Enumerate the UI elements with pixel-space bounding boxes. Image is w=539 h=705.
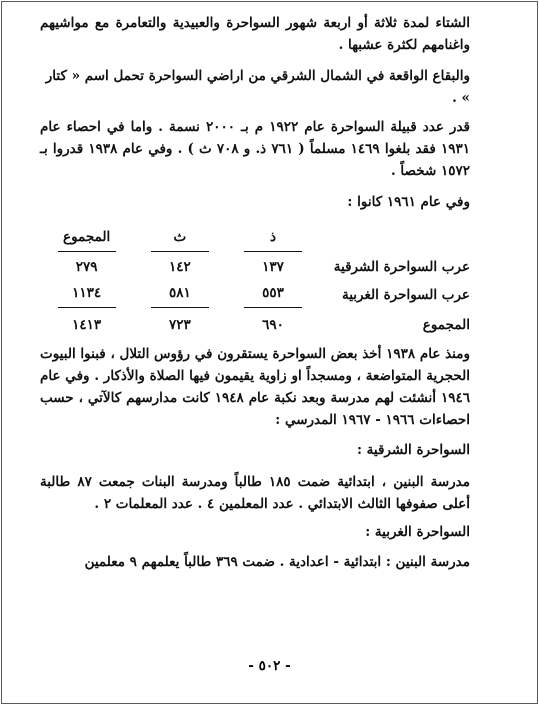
header-male: ذ bbox=[244, 226, 302, 252]
total-female: ٧٢٣ bbox=[168, 317, 191, 333]
paragraph-kattar: والبقاع الواقعة في الشمال الشرقي من اراضي السواحرة تحمل اسم « كتار » . bbox=[45, 68, 470, 106]
west-total: ١١٣٤ bbox=[58, 282, 116, 308]
paragraph-winter-grazing: الشتاء لمدة ثلاثة أو اربعة شهور السواحرة والعبيدية والتعامرة مع مواشيهم واغنامهم لكثرة عشبها . bbox=[40, 15, 470, 53]
east-total: ٢٧٩ bbox=[75, 259, 98, 275]
page-number: - ٥٠٢ - bbox=[248, 658, 291, 674]
row-label-east: عرب السواحرة الشرقية bbox=[333, 259, 470, 275]
paragraph-1961-intro: وفي عام ١٩٦١ كانوا : bbox=[347, 194, 470, 210]
paragraph-settlement-schools: ومنذ عام ١٩٣٨ أخذ بعض السواحرة يستقرون في رؤوس التلال ، فبنوا البيوت الحجرية المتواضعة ، ومسجداً او زاوية يقيمون فيها الصلاة والأذكار . وفي عام ١٩٤٦ أنشئت لهم مدرسة وبعد نكبة عام ١٩٤٨ كانت مدارسهم كالآتي ، حسب احصاءات ١٩٦٦ - ١٩٦٧ المدرسي : bbox=[40, 346, 471, 428]
east-male: ١٣٧ bbox=[262, 259, 284, 275]
east-female: ١٤٢ bbox=[168, 259, 191, 275]
header-female: ث bbox=[151, 226, 209, 252]
west-female: ٥٨١ bbox=[151, 282, 209, 308]
total-total: ١٤١٣ bbox=[72, 317, 102, 333]
table-total-row bbox=[40, 309, 470, 341]
document-page bbox=[40, 12, 470, 573]
paragraph-east-schools: مدرسة البنين ، ابتدائية ضمت ١٨٥ طالباً ومدرسة البنات جمعت ٨٧ طالبة أعلى صفوفها الثالث الابتدائي . عدد المعلمين ٤ . عدد المعلمات ٢ . bbox=[40, 474, 470, 512]
west-male: ٥٥٣ bbox=[244, 282, 302, 308]
section-heading-east: السواحرة الشرقية : bbox=[356, 442, 470, 458]
paragraph-population-history: قدر عدد قبيلة السواحرة عام ١٩٢٢ م بـ ٢٠٠٠ نسمة . واما في احصاء عام ١٩٣١ فقد بلغوا ١٤٦٩ مسلماً ( ٧٦١ ذ. و ٧٠٨ ث ) . وفي عام ١٩٣٨ قدروا بـ ١٥٧٢ شخصاً . bbox=[40, 119, 470, 179]
row-label-west: عرب السواحرة الغربية bbox=[341, 287, 470, 303]
population-table bbox=[40, 225, 470, 341]
table-row bbox=[40, 281, 470, 309]
table-header-row bbox=[40, 225, 470, 253]
table-row bbox=[40, 253, 470, 281]
section-heading-west: السواحرة الغربية : bbox=[365, 524, 470, 540]
paragraph-west-schools: مدرسة البنين : ابتدائية - اعدادية . ضمت ٣٦٩ طالباً يعلمهم ٩ معلمين bbox=[84, 554, 470, 570]
header-total: المجموع bbox=[58, 226, 116, 252]
row-label-total: المجموع bbox=[422, 317, 470, 333]
total-male: ٦٩٠ bbox=[262, 317, 284, 333]
